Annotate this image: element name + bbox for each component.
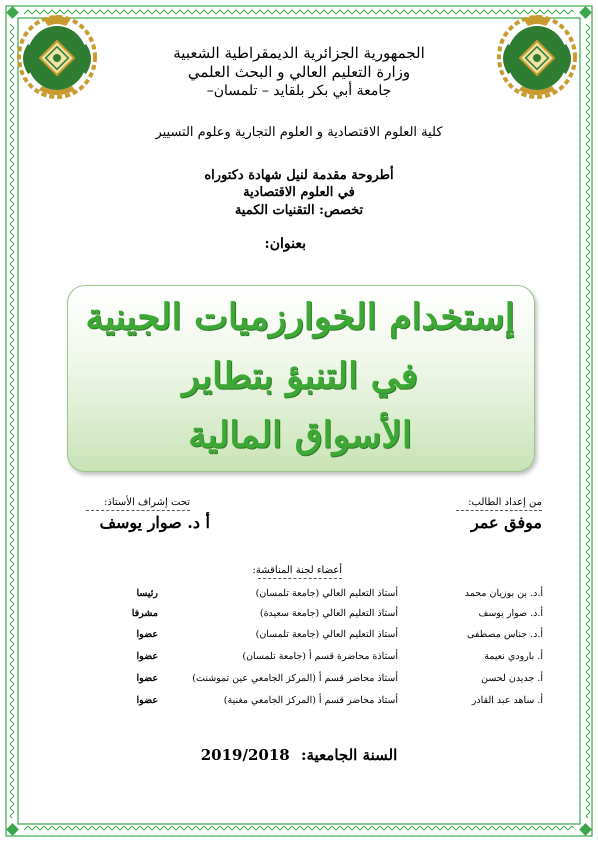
member-rank: أستاذ التعليم العالي (جامعة سعيدة) (259, 608, 398, 619)
member-rank: أستاذ التعليم العالي (جامعة تلمسان) (255, 629, 398, 640)
student-label: من إعداد الطالب: (468, 497, 542, 508)
member-role: عضوا (136, 629, 158, 640)
supervisor-label: تحت إشراف الأستاذ: (104, 497, 190, 508)
thesis-title-line-2: في التنبؤ بتطاير (182, 355, 418, 397)
thesis-title-line-1: إستخدام الخوارزميات الجينية (85, 296, 515, 338)
member-rank: أستاذ محاضر قسم أ (المركز الجامعي عين تموشنت) (192, 673, 398, 684)
member-rank: أستاذ محاضر قسم أ (المركز الجامعي مغنية) (223, 695, 398, 706)
member-role: عضوا (136, 651, 158, 662)
academic-year-value: 2019/2018 (200, 746, 290, 764)
member-role: مشرفا (131, 608, 158, 619)
faculty-name: كلية العلوم الاقتصادية و العلوم التجارية وعلوم التسيير (155, 125, 443, 140)
member-rank: أستاذة محاضرة قسم أ (جامعة تلمسان) (242, 651, 398, 662)
thesis-field: في العلوم الاقتصادية (243, 185, 355, 200)
member-role: عضوا (136, 695, 158, 706)
member-rank: أستاذ التعليم العالي (جامعة تلمسان) (255, 588, 398, 599)
academic-year (0, 746, 598, 764)
academic-year-label: السنة الجامعية: (300, 746, 398, 764)
committee-member-row (0, 629, 598, 643)
committee-title: أعضاء لجنة المناقشة: (252, 565, 342, 576)
student-name: موفق عمر (470, 513, 542, 532)
member-name: أ.د. جناس مصطفى (466, 629, 543, 640)
committee-member-row (0, 695, 598, 709)
student-label-underline (456, 510, 542, 512)
member-role: عضوا (136, 673, 158, 684)
entitled-label: بعنوان: (264, 236, 306, 252)
member-name: أ. جديدن لحسن (481, 673, 543, 684)
thesis-specialty: تخصص: التقنيات الكمية (234, 203, 364, 218)
committee-member-row (0, 588, 598, 602)
university-name: جامعة أبي بكر بلقايد – تلمسان– (206, 83, 392, 99)
thesis-degree: أطروحة مقدمة لنيل شهادة دكتوراه (204, 168, 394, 183)
thesis-title-line-3: الأسواق المالية (188, 414, 412, 456)
republic-name: الجمهورية الجزائرية الديمقراطية الشعبية (173, 44, 425, 62)
supervisor-label-underline (86, 510, 190, 512)
member-role: رئيسا (136, 588, 158, 599)
member-name: أ. بارودي نعيمة (484, 651, 543, 662)
ministry-name: وزارة التعليم العالي و البحث العلمي (187, 63, 411, 81)
member-name: أ.د. بن بوزيان محمد (464, 588, 543, 599)
committee-member-row (0, 608, 598, 622)
committee-member-row (0, 651, 598, 665)
supervisor-name: أ د. صوار يوسف (99, 513, 210, 532)
committee-title-underline (258, 578, 342, 580)
member-name: أ.د. صوار يوسف (478, 608, 543, 619)
member-name: أ. ساهد عبد القادر (471, 695, 543, 706)
committee-member-row (0, 673, 598, 687)
